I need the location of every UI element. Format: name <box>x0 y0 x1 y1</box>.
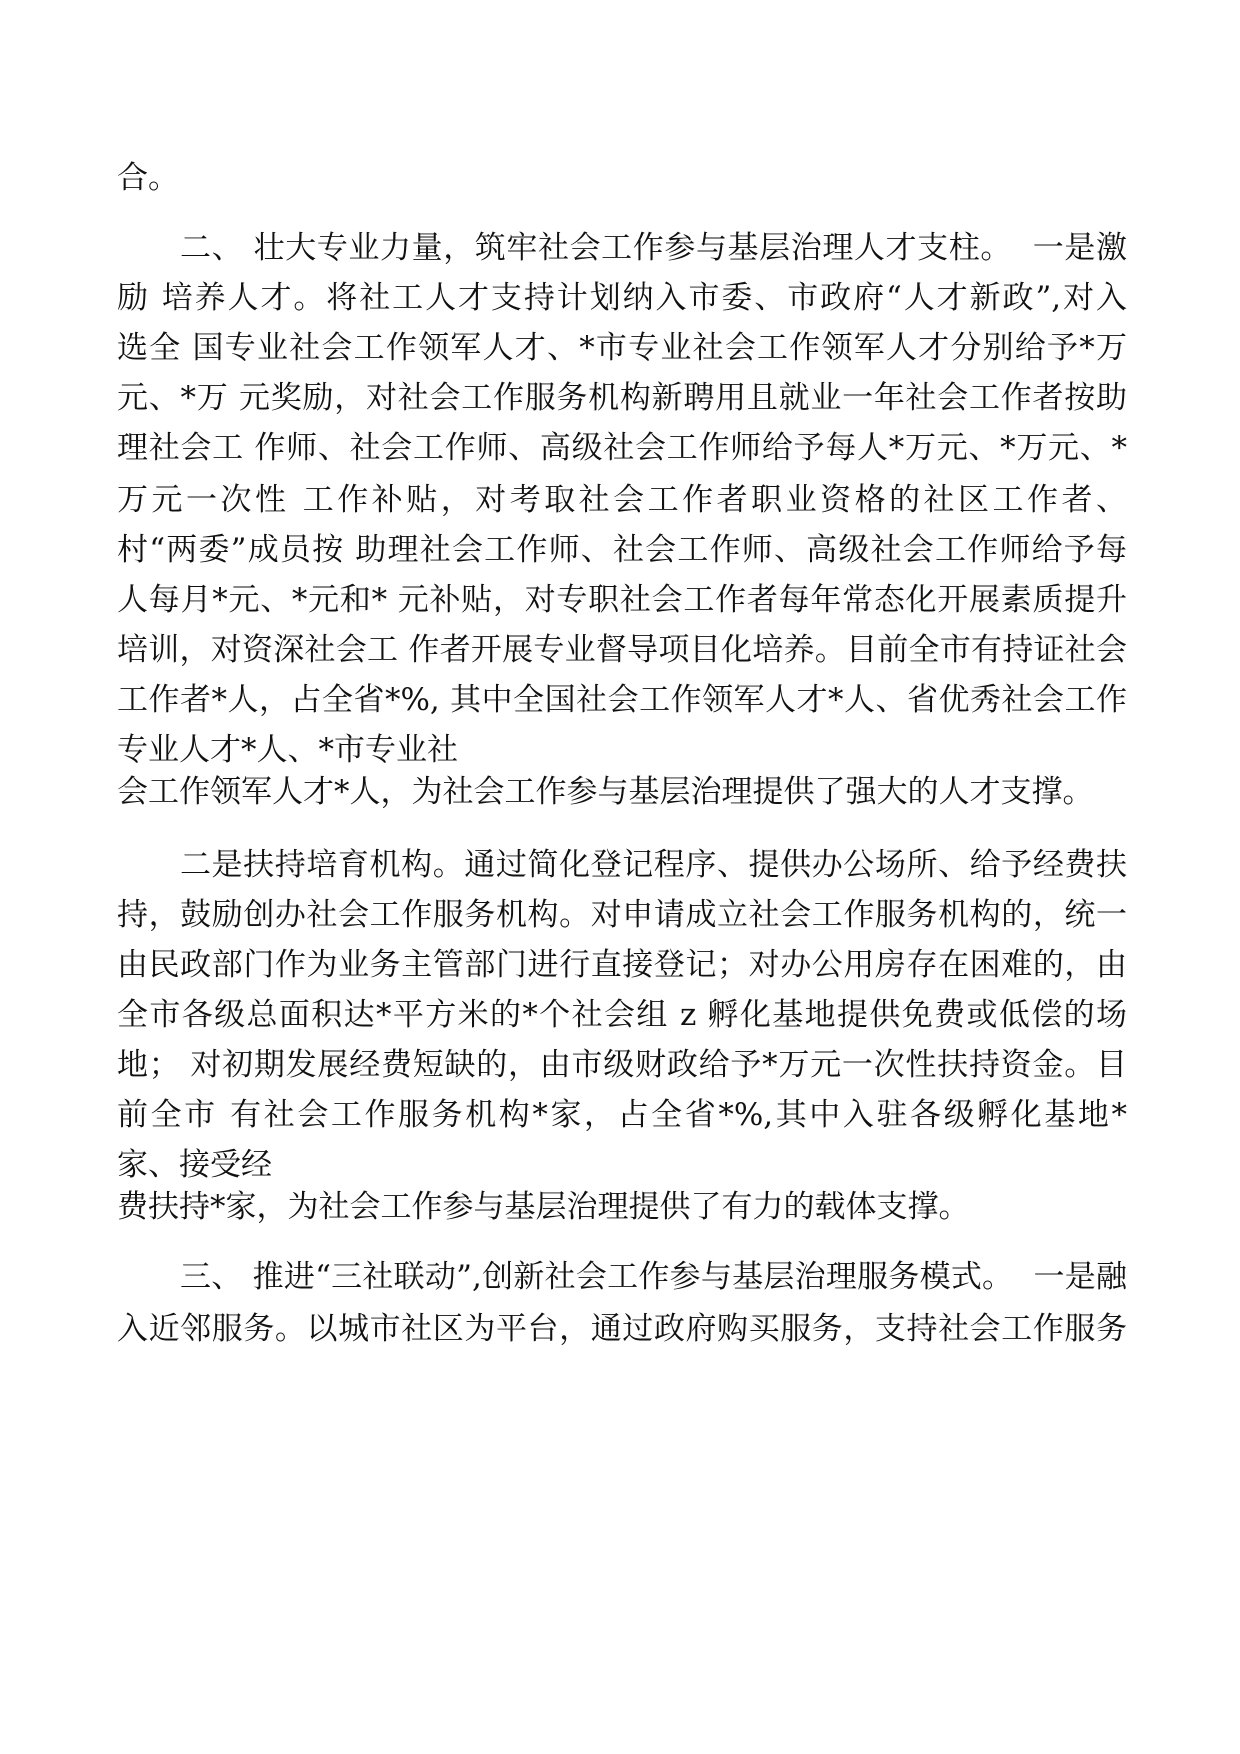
text-line: 人每月*元、*元和* 元补贴，对专职社会工作者每年常态化开展素质提升 <box>117 582 1127 618</box>
text-line: 选全 国专业社会工作领军人才、*市专业社会工作领军人才分别给予*万 <box>117 330 1127 366</box>
text-line: 入近邻服务。以城市社区为平台，通过政府购买服务，支持社会工作服务 <box>117 1311 1127 1347</box>
text-line: 合。 <box>117 160 179 196</box>
text-line: 会工作领军人才*人，为社会工作参与基层治理提供了强大的人才支撑。 <box>117 774 1094 810</box>
text-line: 村“两委”成员按 助理社会工作师、社会工作师、高级社会工作师给予每 <box>117 532 1127 568</box>
section-heading: 三、 推进“三社联动”,创新社会工作参与基层治理服务模式。 一是融 <box>180 1259 1127 1295</box>
section-heading: 二、 壮大专业力量，筑牢社会工作参与基层治理人才支柱。 一是激 <box>180 230 1127 266</box>
text-line: 励 培养人才。将社工人才支持计划纳入市委、市政府“人才新政”,对入 <box>117 280 1127 316</box>
text-line: 万元一次性 工作补贴，对考取社会工作者职业资格的社区工作者、 <box>117 482 1127 518</box>
text-line: 二是扶持培育机构。通过简化登记程序、提供办公场所、给予经费扶 <box>180 847 1127 883</box>
text-line: 元、*万 元奖励，对社会工作服务机构新聘用且就业一年社会工作者按助 <box>117 380 1127 416</box>
text-line: 工作者*人，占全省*%, 其中全国社会工作领军人才*人、省优秀社会工作 <box>117 682 1127 718</box>
text-line: 由民政部门作为业务主管部门进行直接登记；对办公用房存在困难的，由 <box>117 947 1127 983</box>
text-line: 理社会工 作师、社会工作师、高级社会工作师给予每人*万元、*万元、* <box>117 430 1127 466</box>
text-line: 家、接受经 <box>117 1147 272 1183</box>
text-line: 培训，对资深社会工 作者开展专业督导项目化培养。目前全市有持证社会 <box>117 632 1127 668</box>
text-line: 持，鼓励创办社会工作服务机构。对申请成立社会工作服务机构的，统一 <box>117 897 1127 933</box>
text-line: 全市各级总面积达*平方米的*个社会组 z 孵化基地提供免费或低偿的场 <box>117 997 1127 1033</box>
text-line: 费扶持*家，为社会工作参与基层治理提供了有力的载体支撑。 <box>117 1189 970 1225</box>
text-line: 专业人才*人、*市专业社 <box>117 732 458 768</box>
text-line: 前全市 有社会工作服务机构*家，占全省*%,其中入驻各级孵化基地* <box>117 1097 1127 1133</box>
text-line: 地； 对初期发展经费短缺的，由市级财政给予*万元一次性扶持资金。目 <box>117 1047 1127 1083</box>
